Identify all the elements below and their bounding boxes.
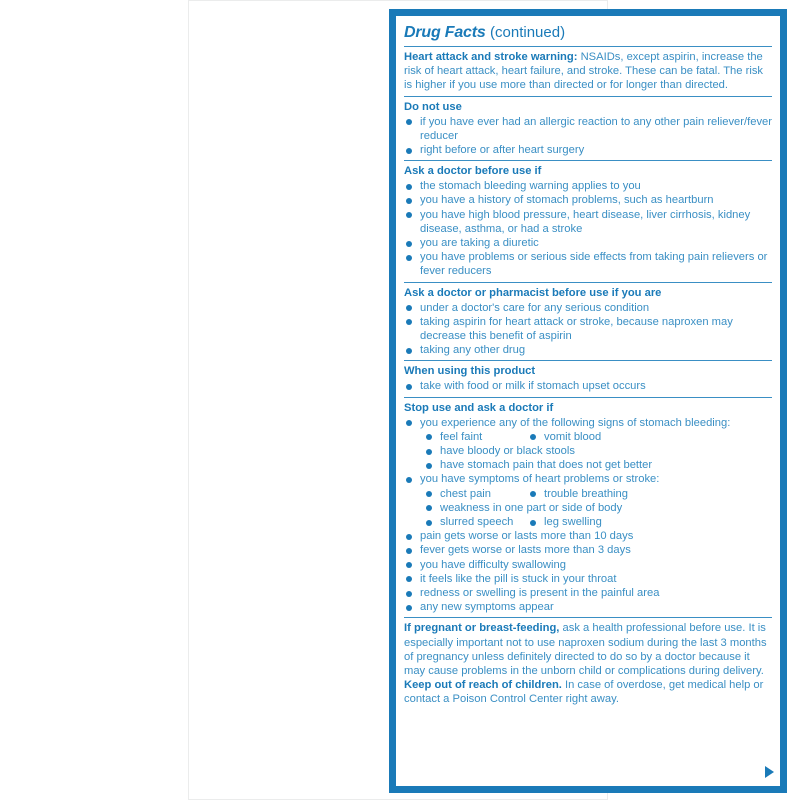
list-item-label: take with food or milk if stomach upset occurs [420, 380, 646, 393]
list-item-label: the stomach bleeding warning applies to you [420, 180, 641, 193]
children-lead: Keep out of reach of children. [404, 679, 562, 692]
drug-facts-panel [389, 9, 787, 793]
list-item [404, 208, 772, 236]
section-pregnancy-and-children [404, 621, 772, 706]
list-item-label: you have problems or serious side effects from taking pain relievers or fever reducers [420, 251, 768, 278]
list-item-label: if you have ever had an allergic reaction to any other pain reliever/fever reducer [420, 115, 772, 142]
sub-list-item-label: chest pain [440, 487, 491, 500]
bullet-icon [406, 148, 412, 154]
list-item [404, 250, 772, 278]
list-item-label: you have a history of stomach problems, such as heartburn [420, 194, 714, 207]
section-ask-doctor-pharmacist [404, 286, 772, 358]
sub-bullet-list [404, 501, 772, 515]
bullet-icon [406, 534, 412, 540]
section-heart-attack-stroke-warning [404, 50, 772, 93]
bullet-icon [406, 212, 412, 218]
bullet-icon [406, 591, 412, 597]
list-item-label: fever gets worse or lasts more than 3 days [420, 544, 631, 557]
divider [404, 96, 772, 97]
pregnancy-body: ask a health professional before use. It is especially important not to use naproxen sodium during the last 3 months of pregnancy unless definitely directed to do so by a doctor because it may cause problems in the unborn child or complications during delivery. [404, 622, 767, 678]
bullet-icon [406, 384, 412, 390]
divider [404, 282, 772, 283]
section-heading: Ask a doctor or pharmacist before use if you are [404, 286, 662, 299]
bullet-icon [426, 449, 432, 455]
warning-lead: Heart attack and stroke warning: [404, 51, 578, 63]
bullet-icon [426, 434, 432, 440]
bullet-icon [426, 505, 432, 511]
list-item [404, 416, 772, 430]
label-outer-frame [188, 0, 772, 800]
bullet-icon [406, 198, 412, 204]
sub-list-item-label: have bloody or black stools [440, 445, 575, 458]
title-drug-facts: Drug Facts [404, 24, 486, 41]
bullet-list [404, 379, 772, 393]
list-item-label: it feels like the pill is stuck in your throat [420, 572, 617, 585]
list-item [404, 379, 772, 393]
sub-list-item [424, 458, 772, 472]
list-item [404, 572, 772, 586]
sub-list-item [528, 487, 628, 501]
list-item-label: you have symptoms of heart problems or stroke: [420, 473, 660, 486]
bullet-list [404, 416, 772, 430]
next-page-arrow-icon[interactable] [765, 766, 774, 778]
list-item-label: redness or swelling is present in the painful area [420, 587, 660, 600]
bullet-icon [406, 420, 412, 426]
sub-list-item-label: vomit blood [544, 430, 602, 443]
drug-facts-content [396, 16, 780, 786]
bullet-list [404, 179, 772, 278]
bullet-icon [406, 305, 412, 311]
list-item [404, 115, 772, 143]
sub-list-item-label: weakness in one part or side of body [440, 501, 623, 514]
bullet-list [404, 115, 772, 158]
sub-list-item [424, 515, 513, 529]
sub-list-item-label: have stomach pain that does not get better [440, 459, 653, 472]
sub-list-item-label: trouble breathing [544, 487, 628, 500]
sub-list-item [424, 430, 482, 444]
list-item [404, 301, 772, 315]
sub-list-item [528, 430, 601, 444]
pregnancy-paragraph [404, 621, 772, 678]
bullet-icon [406, 562, 412, 568]
section-do-not-use [404, 100, 772, 158]
sub-bullet-list [404, 444, 772, 472]
list-item-label: you experience any of the following signs of stomach bleeding: [420, 416, 731, 429]
bullet-icon [426, 463, 432, 469]
divider [404, 617, 772, 618]
list-item-label: taking aspirin for heart attack or stroke, because naproxen may decrease this benefit of aspirin [420, 315, 733, 343]
section-stop-use [404, 401, 772, 615]
list-item [404, 472, 772, 486]
bullet-icon [406, 255, 412, 261]
bullet-list [404, 529, 772, 614]
page-title [404, 23, 772, 42]
section-when-using-this-product [404, 364, 772, 393]
warning-paragraph [404, 50, 772, 93]
section-ask-a-doctor [404, 164, 772, 278]
section-heading: Stop use and ask a doctor if [404, 401, 554, 414]
sub-list-item [424, 501, 772, 515]
list-item [404, 558, 772, 572]
divider [404, 160, 772, 161]
sub-list-item [528, 515, 602, 529]
bullet-icon [406, 184, 412, 190]
bullet-icon [406, 548, 412, 554]
list-item [404, 143, 772, 157]
children-paragraph [404, 678, 772, 706]
sub-list-item-label: leg swelling [544, 516, 602, 529]
bullet-icon [406, 241, 412, 247]
list-item [404, 543, 772, 557]
bullet-icon [426, 491, 432, 497]
sub-list-row [404, 430, 772, 444]
list-item-label: right before or after heart surgery [420, 144, 585, 157]
pregnancy-lead: If pregnant or breast-feeding, [404, 622, 560, 635]
bullet-icon [406, 348, 412, 354]
list-item-label: pain gets worse or lasts more than 10 days [420, 530, 634, 543]
bullet-list [404, 301, 772, 358]
list-item-label: taking any other drug [420, 344, 526, 357]
divider [404, 46, 772, 47]
list-item-label: any new symptoms appear [420, 601, 554, 614]
sub-list-item-label: feel faint [440, 430, 483, 443]
list-item [404, 343, 772, 357]
bullet-icon [530, 434, 536, 440]
bullet-icon [530, 491, 536, 497]
list-item [404, 236, 772, 250]
bullet-icon [406, 477, 412, 483]
sub-list-row [404, 515, 772, 529]
list-item [404, 600, 772, 614]
list-item [404, 193, 772, 207]
bullet-icon [406, 576, 412, 582]
list-item [404, 315, 772, 343]
bullet-icon [406, 319, 412, 325]
list-item-label: under a doctor's care for any serious condition [420, 301, 650, 314]
list-item-label: you are taking a diuretic [420, 237, 539, 250]
sub-list-item-label: slurred speech [440, 516, 514, 529]
bullet-icon [406, 119, 412, 125]
bullet-icon [406, 605, 412, 611]
section-heading: Do not use [404, 100, 462, 113]
divider [404, 397, 772, 398]
list-item-label: you have difficulty swallowing [420, 558, 566, 571]
list-item [404, 586, 772, 600]
section-heading: When using this product [404, 365, 536, 378]
title-continued: (continued) [490, 24, 566, 41]
sub-list-row [404, 487, 772, 501]
sub-list-item [424, 444, 772, 458]
bullet-icon [530, 520, 536, 526]
section-heading: Ask a doctor before use if [404, 165, 542, 178]
sub-list-item [424, 487, 491, 501]
divider [404, 360, 772, 361]
list-item-label: you have high blood pressure, heart disease, liver cirrhosis, kidney disease, asthma, or had a stroke [420, 208, 751, 235]
bullet-icon [426, 520, 432, 526]
children-body: In case of overdose, get medical help or contact a Poison Control Center right away. [404, 679, 764, 706]
list-item [404, 179, 772, 193]
list-item [404, 529, 772, 543]
warning-body: NSAIDs, except aspirin, increase the risk of heart attack, heart failure, and stroke. These can be fatal. The risk is higher if you use more than directed or for longer than directed. [404, 51, 764, 92]
bullet-list [404, 472, 772, 486]
